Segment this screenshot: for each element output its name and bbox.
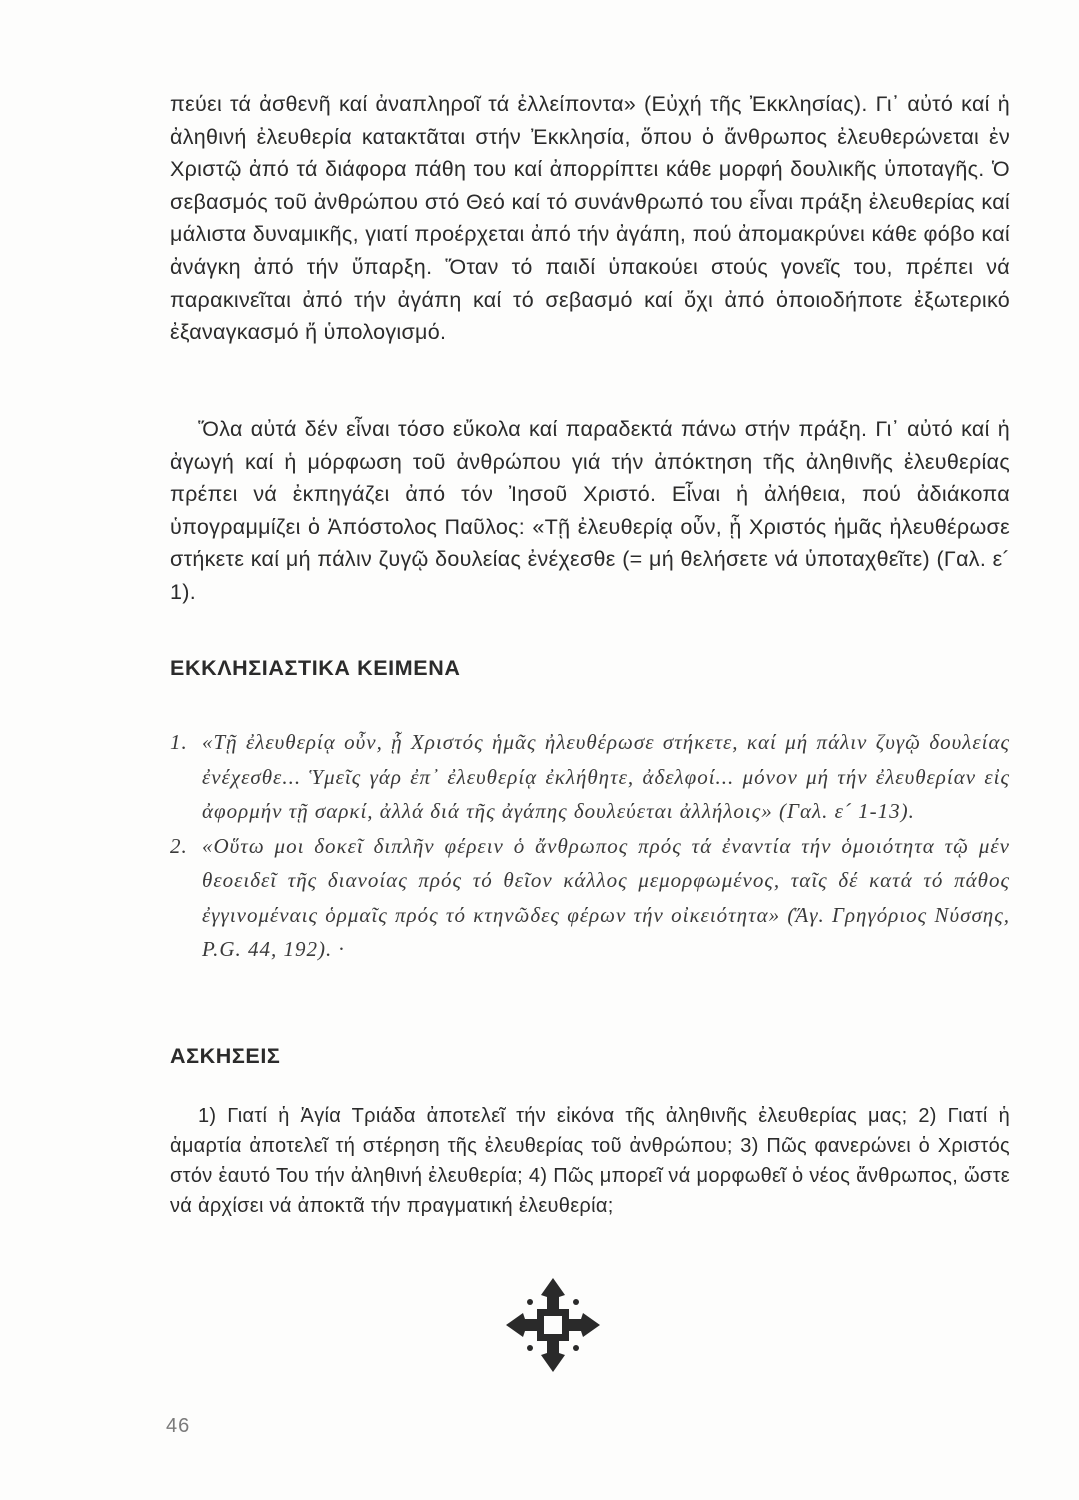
body-paragraph-1: πεύει τά ἀσθενῆ καί ἀναπληροῖ τά ἐλλείποντα» (Εὐχή τῆς Ἐκκλησίας). Γι᾽ αὐτό καί ἡ ἀληθινή ἐλευθερία κατακτᾶται στήν Ἐκκλησία, ὅπου ὁ ἄνθρωπος ἐλευθερώνεται ἐν Χριστῷ ἀπό τά διάφορα πάθη του καί ἀπορρίπτει κάθε μορφή δουλικῆς ὑποταγῆς. Ὁ σεβασμός τοῦ ἀνθρώπου στό Θεό καί τό συνάνθρωπό του εἶναι πράξη ἐλευθερίας καί μάλιστα δυναμικῆς, γιατί προέρχεται ἀπό τήν ἀγάπη, πού ἀπομακρύνει κάθε φόβο καί ἀνάγκη ἀπό τήν ὕπαρξη. Ὅταν τό παιδί ὑπακούει στούς γονεῖς του, πρέπει νά παρακινεῖται ἀπό τήν ἀγάπη καί τό σεβασμό καί ὄχι ἀπό ὁποιοδήποτε ἐξωτερικό ἐξαναγκασμό ἤ ὑπολογισμό.: [170, 92, 1010, 345]
page-number: 46: [166, 1415, 191, 1437]
exercises-paragraph: 1) Γιατί ἡ Ἁγία Τριάδα ἀποτελεῖ τήν εἰκόνα τῆς ἀληθινῆς ἐλευθερίας μας; 2) Γιατί ἡ ἁμαρτία ἀποτελεῖ τή στέρηση τῆς ἐλευθερίας τοῦ ἀνθρώπου; 3) Πῶς φανερώνει ὁ Χριστός στόν ἑαυτό Του τήν ἀληθινή ἐλευθερία; 4) Πῶς μπορεῖ νά μορφωθεῖ ὁ νέος ἄνθρωπος, ὥστε νά ἀρχίσει νά ἀποκτᾶ τήν πραγματική ἐλευθερία;: [170, 1105, 1010, 1217]
quote-number: 2.: [170, 833, 188, 858]
section-heading-exercises: ΑΣΚΗΣΕΙΣ: [170, 1044, 281, 1068]
quote-text: «Τῇ ἐλευθερίᾳ οὖν, ᾗ Χριστός ἡμᾶς ἠλευθέρωσε στήκετε, καί μή πάλιν ζυγῷ δουλείας ἐνέχεσθε... Ὑμεῖς γάρ ἐπ᾽ ἐλευθερίᾳ ἐκλήθητε, ἀδελφοί... μόνον μή τήν ἐλευθερίαν εἰς ἀφορμήν τῇ σαρκί, ἀλλά διά τῆς ἀγάπης δουλεύεται ἀλλήλοις» (Γαλ. ε´ 1-13).: [202, 730, 1010, 823]
quote-item: [170, 725, 1010, 829]
quote-text: «Οὕτω μοι δοκεῖ διπλῆν φέρειν ὁ ἄνθρωπος πρός τά ἐναντία τήν ὁμοιότητα τῷ μέν θεοειδεῖ τῆς διανοίας πρός τό θεῖον κάλλος μεμορφωμένος, ταῖς δέ κατά τό πάθος ἐγγινομέναις ὁρμαῖς πρός τό κτηνῶδες φέρων τήν οἰκειότητα» (Ἅγ. Γρηγόριος Νύσσης, P.G. 44, 192). ·: [202, 833, 1010, 961]
cross-ornament-icon: [503, 1275, 603, 1375]
section-heading-ecclesiastical-texts: ΕΚΚΛΗΣΙΑΣΤΙΚΑ ΚΕΙΜΕΝΑ: [170, 656, 461, 680]
quote-number: 1.: [170, 730, 188, 754]
quote-list: [170, 725, 1010, 967]
body-paragraph-2: Ὅλα αὐτά δέν εἶναι τόσο εὔκολα καί παραδεκτά πάνω στήν πράξη. Γι᾽ αὐτό καί ἡ ἀγωγή καί ἡ μόρφωση τοῦ ἀνθρώπου γιά τήν ἀπόκτηση τῆς ἀληθινῆς ἐλευθερίας πρέπει νά ἐκπηγάζει ἀπό τόν Ἰησοῦ Χριστό. Εἶναι ἡ ἀλήθεια, πού ἀδιάκοπα ὑπογραμμίζει ὁ Ἀπόστολος Παῦλος: «Τῇ ἐλευθερίᾳ οὖν, ᾗ Χριστός ἡμᾶς ἠλευθέρωσε στήκετε καί μή πάλιν ζυγῷ δουλείας ἐνέχεσθε (= μή θελήσετε νά ὑποταχθεῖτε) (Γαλ. ε´ 1).: [170, 417, 1010, 604]
quote-item: [170, 829, 1010, 967]
